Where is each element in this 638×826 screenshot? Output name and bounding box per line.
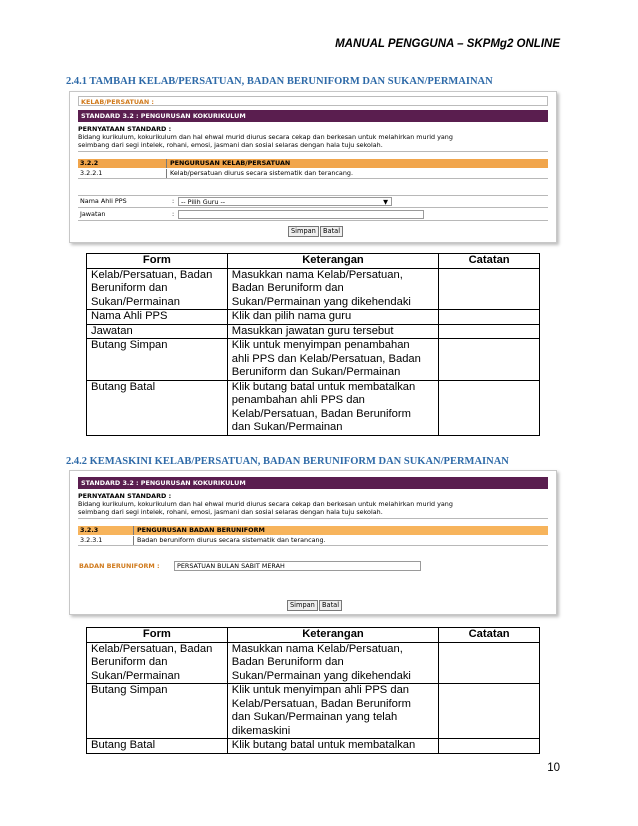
club-field-row — [78, 96, 548, 106]
page-number: 10 — [547, 762, 560, 774]
add-description-table — [86, 253, 540, 436]
notes-cell — [439, 684, 540, 739]
notes-cell — [439, 380, 540, 435]
description-cell: Masukkan jawatan guru tersebut — [227, 324, 438, 339]
document-header: MANUAL PENGGUNA – SKPMg2 ONLINE — [335, 38, 560, 50]
table-row — [87, 310, 540, 325]
code-b: 3.2.3.1 — [80, 536, 103, 544]
statement-line-2: seimbang dari segi intelek, rohani, emosi, jasmani dan sosial selaras dengan hala tuju sekolah. — [78, 141, 383, 149]
code-a: 3.2.3 — [80, 526, 99, 534]
cancel-button[interactable]: Batal — [320, 226, 343, 237]
table-row — [87, 684, 540, 739]
description-cell: Masukkan nama Kelab/Persatuan, Badan Beruniform dan Sukan/Permainan yang dikehendaki — [227, 268, 438, 310]
form-cell: Kelab/Persatuan, Badan Beruniform dan Sukan/Permainan — [87, 642, 228, 684]
uniform-input[interactable] — [174, 561, 421, 571]
table-row — [87, 642, 540, 684]
divider — [166, 169, 167, 178]
table-row — [87, 339, 540, 381]
desc-b: Kelab/persatuan diurus secara sistematik dan terancang. — [170, 169, 353, 177]
header-form: Form — [87, 628, 228, 643]
divider — [133, 536, 134, 545]
pps-name-row — [78, 196, 548, 208]
standard-code-row — [78, 526, 548, 535]
position-row — [78, 209, 548, 221]
description-cell: Klik butang batal untuk membatalkan — [227, 739, 438, 754]
sub-code-row — [78, 169, 548, 179]
statement-block — [78, 492, 548, 519]
notes-cell — [439, 642, 540, 684]
description-cell: Klik butang batal untuk membatalkan penambahan ahli PPS dan Kelab/Persatuan, Badan Beruniform dan Sukan/Permainan — [227, 380, 438, 435]
spacer-row — [78, 180, 548, 196]
divider — [133, 526, 134, 535]
statement-line-1: Bidang kurikulum, kokurikulum dan hal ehwal murid diurus secara cekap dan berkesan untuk melahirkan murid yang — [78, 133, 453, 141]
position-label: Jawatan — [80, 210, 106, 218]
header-description: Keterangan — [227, 628, 438, 643]
add-form — [78, 96, 548, 236]
divider — [166, 159, 167, 168]
code-b: 3.2.2.1 — [80, 169, 103, 177]
chevron-down-icon: ▼ — [383, 198, 388, 206]
code-a: 3.2.2 — [80, 159, 99, 167]
section-title-edit: 2.4.2 KEMASKINI KELAB/PERSATUAN, BADAN BERUNIFORM DAN SUKAN/PERMAINAN — [66, 456, 509, 467]
pps-name-label: Nama Ahli PPS — [80, 197, 127, 205]
uniform-input-value: PERSATUAN BULAN SABIT MERAH — [177, 562, 285, 570]
teacher-select[interactable] — [178, 197, 392, 206]
statement-title: PERNYATAAN STANDARD : — [78, 492, 172, 500]
standard-code-row — [78, 159, 548, 168]
form-cell: Butang Batal — [87, 380, 228, 435]
colon: : — [172, 210, 175, 218]
form-cell: Butang Simpan — [87, 339, 228, 381]
notes-cell — [439, 739, 540, 754]
description-cell: Masukkan nama Kelab/Persatuan, Badan Beruniform dan Sukan/Permainan yang dikehendaki — [227, 642, 438, 684]
edit-form — [78, 477, 548, 609]
description-cell: Klik untuk menyimpan penambahan ahli PPS dan Kelab/Persatuan, Badan Beruniform dan Sukan/Permainan — [227, 339, 438, 381]
uniform-field-row — [78, 560, 160, 572]
statement-line-2: seimbang dari segi intelek, rohani, emosi, jasmani dan sosial selaras dengan hala tuju sekolah. — [78, 508, 383, 516]
notes-cell — [439, 339, 540, 381]
form-cell: Jawatan — [87, 324, 228, 339]
desc-b: Badan beruniform diurus secara sistematik dan terancang. — [137, 536, 326, 544]
notes-cell — [439, 324, 540, 339]
sub-code-row — [78, 536, 548, 546]
title-a: PENGURUSAN KELAB/PERSATUAN — [170, 159, 291, 167]
section-title-add: 2.4.1 TAMBAH KELAB/PERSATUAN, BADAN BERUNIFORM DAN SUKAN/PERMAINAN — [66, 76, 493, 87]
statement-block — [78, 125, 548, 152]
form-cell: Butang Simpan — [87, 684, 228, 739]
title-a: PENGURUSAN BADAN BERUNIFORM — [137, 526, 265, 534]
header-notes: Catatan — [439, 628, 540, 643]
save-button[interactable]: Simpan — [288, 226, 319, 237]
table-row — [87, 739, 540, 754]
statement-line-1: Bidang kurikulum, kokurikulum dan hal ehwal murid diurus secara cekap dan berkesan untuk melahirkan murid yang — [78, 500, 453, 508]
uniform-label: BADAN BERUNIFORM : — [79, 562, 160, 570]
save-button[interactable]: Simpan — [287, 600, 318, 611]
standard-bar: STANDARD 3.2 : PENGURUSAN KOKURIKULUM — [78, 477, 548, 489]
standard-bar: STANDARD 3.2 : PENGURUSAN KOKURIKULUM — [78, 110, 548, 122]
club-label: KELAB/PERSATUAN : — [81, 98, 154, 106]
position-input[interactable] — [178, 210, 424, 219]
notes-cell — [439, 268, 540, 310]
screenshot-edit-form — [69, 470, 557, 615]
notes-cell — [439, 310, 540, 325]
header-notes: Catatan — [439, 254, 540, 269]
colon: : — [172, 197, 175, 205]
screenshot-add-form — [69, 91, 557, 243]
form-cell: Kelab/Persatuan, Badan Beruniform dan Sukan/Permainan — [87, 268, 228, 310]
description-cell: Klik untuk menyimpan ahli PPS dan Kelab/Persatuan, Badan Beruniform dan Sukan/Permainan yang telah dikemaskini — [227, 684, 438, 739]
teacher-select-value: -- Pilih Guru -- — [181, 198, 226, 206]
table-row — [87, 324, 540, 339]
table-row — [87, 268, 540, 310]
statement-title: PERNYATAAN STANDARD : — [78, 125, 172, 133]
header-form: Form — [87, 254, 228, 269]
form-cell: Butang Batal — [87, 739, 228, 754]
cancel-button[interactable]: Batal — [319, 600, 342, 611]
edit-description-table — [86, 627, 540, 754]
table-row — [87, 380, 540, 435]
form-cell: Nama Ahli PPS — [87, 310, 228, 325]
header-description: Keterangan — [227, 254, 438, 269]
description-cell: Klik dan pilih nama guru — [227, 310, 438, 325]
